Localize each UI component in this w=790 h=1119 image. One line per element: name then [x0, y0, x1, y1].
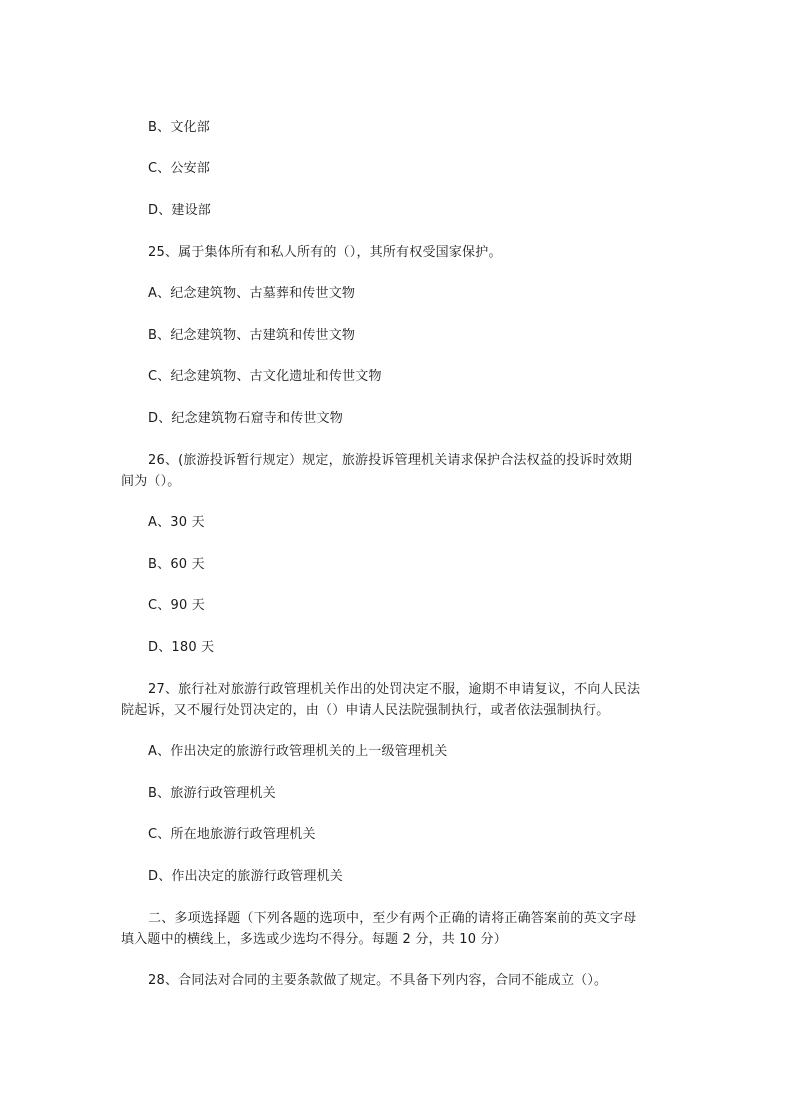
option-d-q24: D、建设部	[148, 203, 212, 218]
question-26-line1: 26、(旅游投诉暂行规定）规定，旅游投诉管理机关请求保护合法权益的投诉时效期	[148, 453, 633, 468]
option-a-q25: A、纪念建筑物、古墓葬和传世文物	[148, 286, 356, 301]
section-heading-multiple-choice-line1: 二、多项选择题（下列各题的选项中，至少有两个正确的请将正确答案前的英文字母	[148, 911, 637, 926]
question-27-line2: 院起诉，又不履行处罚决定的，由（）申请人民法院强制执行，或者依法强制执行。	[121, 703, 610, 718]
option-b-q24: B、文化部	[148, 120, 210, 135]
question-25: 25、属于集体所有和私人所有的（），其所有权受国家保护。	[148, 245, 502, 260]
option-d-q25: D、纪念建筑物石窟寺和传世文物	[148, 411, 344, 426]
option-c-q25: C、纪念建筑物、古文化遗址和传世文物	[148, 369, 382, 384]
option-d-q26: D、180 天	[148, 640, 215, 655]
question-28: 28、合同法对合同的主要条款做了规定。不具备下列内容，合同不能成立（）。	[148, 973, 608, 988]
option-c-q26: C、90 天	[148, 598, 205, 613]
question-27-line1: 27、旅行社对旅游行政管理机关作出的处罚决定不服，逾期不申请复议，不向人民法	[148, 682, 641, 697]
question-26-line2: 间为（）。	[121, 474, 181, 489]
option-b-q26: B、60 天	[148, 557, 205, 572]
option-b-q25: B、纪念建筑物、古建筑和传世文物	[148, 328, 356, 343]
option-a-q27: A、作出决定的旅游行政管理机关的上一级管理机关	[148, 744, 448, 759]
option-c-q24: C、公安部	[148, 161, 211, 176]
option-d-q27: D、作出决定的旅游行政管理机关	[148, 869, 344, 884]
section-heading-multiple-choice-line2: 填入题中的横线上，多选或少选均不得分。每题 2 分，共 10 分）	[121, 932, 507, 947]
option-a-q26: A、30 天	[148, 515, 205, 530]
option-c-q27: C、所在地旅游行政管理机关	[148, 827, 316, 842]
option-b-q27: B、旅游行政管理机关	[148, 786, 276, 801]
